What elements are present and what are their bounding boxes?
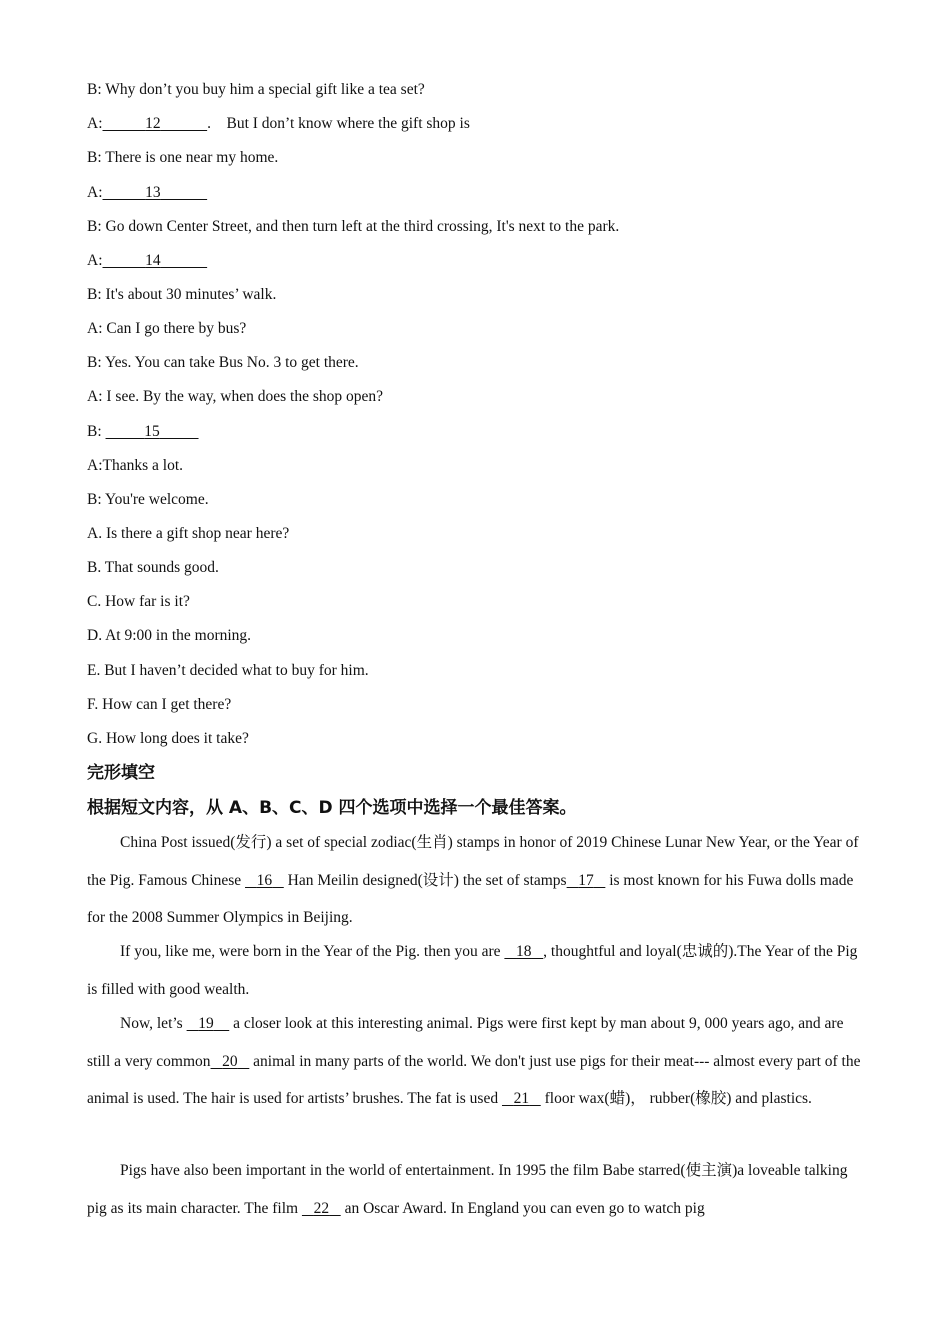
blank-number: 22 [313,1199,330,1217]
blank-21 [502,1090,541,1107]
text-run: a closer look at this interesting animal. Pigs were first kept by man about 9, 000 years ago, and are still a very common [87,1015,844,1070]
dialogue-line [87,387,867,407]
blank-number: 14 [145,252,161,269]
blank-19 [187,1015,230,1032]
text-run: If you, like me, were born in the Year of the Pig. then you are [120,943,505,960]
dialogue-text: B: Go down Center Street, and then turn left at the third crossing, It's next to the park. [87,218,620,235]
blank-14 [103,252,208,269]
dialogue-line [87,319,867,339]
dialogue-text: B: Yes. You can take Bus No. 3 to get there. [87,354,359,371]
dialogue-line [87,183,867,203]
dialogue-text: . But I don’t know where the gift shop is [207,115,470,132]
dialogue-line [87,80,867,100]
section-title: 完形填空 [87,763,155,783]
blank-15 [106,423,199,440]
blank-number: 20 [222,1052,238,1070]
option-text: C. How far is it? [87,593,190,610]
text-run: Now, let’s [120,1015,187,1032]
dialogue-line [87,422,867,442]
blank-number: 17 [578,871,594,889]
dialogue-line [87,456,867,476]
dialogue-text: B: There is one near my home. [87,149,279,166]
blank-12 [103,115,208,132]
text-run: an Oscar Award. In England you can even go to watch pig [340,1199,705,1217]
dialogue-text: A: Can I go there by bus? [87,320,247,337]
blank-number: 13 [145,184,161,201]
text-run: China Post issued(发行) a set of special zodiac(生肖) stamps in honor of 2019 Chinese Lunar New Year, or the Year of the Pig. Famous Chinese [87,834,859,889]
blank-number: 12 [145,115,161,132]
option-d [87,626,867,646]
blank-22 [302,1200,341,1217]
dialogue-line [87,251,867,271]
blank-16 [245,872,284,889]
option-text: D. At 9:00 in the morning. [87,627,252,644]
text-run: floor wax(蜡)， rubber(橡胶) and plastics. [540,1090,812,1107]
dialogue-line [87,353,867,373]
option-text: B. That sounds good. [87,559,219,576]
text-run: animal in many parts of the world. We don't just use pigs for their meat--- almost every part of the animal is used. The hair is used for artists’ brushes. The fat is used [87,1052,861,1107]
speaker-label: A: [87,115,103,132]
cloze-paragraph-4 [87,1152,862,1227]
speaker-label: A: [87,184,103,201]
option-f [87,695,867,715]
dialogue-text: A:Thanks a lot. [87,457,183,474]
cloze-paragraph-3 [87,1005,862,1118]
blank-18 [504,943,543,960]
speaker-label: A: [87,252,103,269]
dialogue-line [87,217,867,237]
option-b [87,558,867,578]
text-run: is most known for his Fuwa dolls made for the 2008 Summer Olympics in Beijing. [87,871,854,926]
option-text: E. But I haven’t decided what to buy for him. [87,662,369,679]
dialogue-line [87,490,867,510]
text-run: Han Meilin designed(设计) the set of stamps [283,871,567,889]
text-run: Pigs have also been important in the world of entertainment. In 1995 the film Babe starred(使主演)a loveable talking pig as its main character. The film [87,1162,848,1217]
option-c [87,592,867,612]
dialogue-text: B: Why don’t you buy him a special gift like a tea set? [87,81,425,98]
text-run: , thoughtful and loyal(忠诚的).The Year of the Pig is filled with good wealth. [87,943,858,998]
blank-13 [103,184,208,201]
cloze-paragraph-1 [87,824,862,937]
dialogue-line [87,148,867,168]
option-g [87,729,867,749]
option-text: F. How can I get there? [87,696,232,713]
option-text: A. Is there a gift shop near here? [87,525,290,542]
dialogue-text: B: You're welcome. [87,491,209,508]
blank-number: 18 [516,943,532,960]
section-instruction: 根据短文内容，从 A、B、C、D 四个选项中选择一个最佳答案。 [87,798,577,818]
cloze-paragraph-2 [87,933,862,1008]
blank-number: 15 [144,423,160,440]
blank-number: 19 [198,1015,214,1032]
speaker-label: B: [87,423,106,440]
dialogue-line [87,114,867,134]
blank-17 [567,872,606,889]
option-text: G. How long does it take? [87,730,249,747]
option-a [87,524,867,544]
option-e [87,661,867,681]
blank-number: 16 [256,871,273,889]
dialogue-line [87,285,867,305]
blank-number: 21 [513,1090,530,1107]
dialogue-text: A: I see. By the way, when does the shop open? [87,388,384,405]
dialogue-text: B: It's about 30 minutes’ walk. [87,286,277,303]
blank-20 [211,1053,250,1070]
